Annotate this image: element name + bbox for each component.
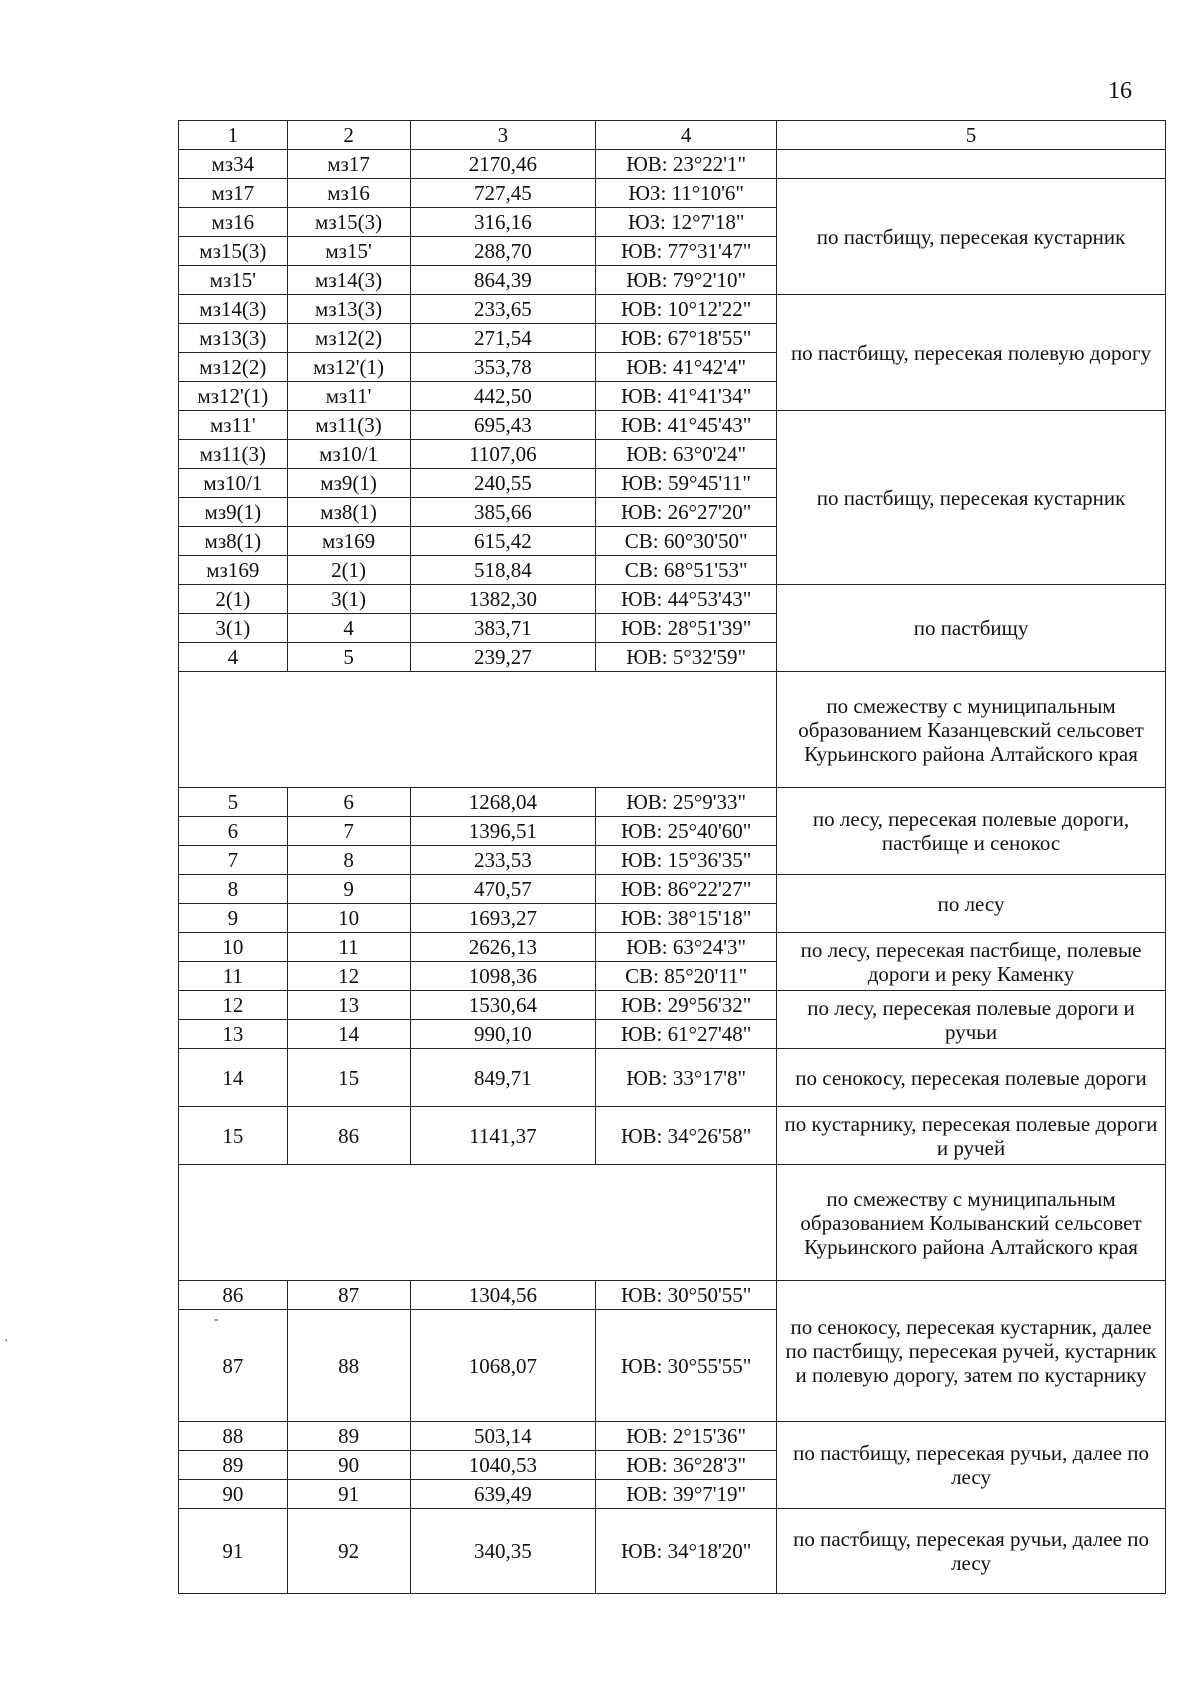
segment-bearing: ЮВ: 36°28'3" — [596, 1451, 777, 1480]
point-from: 4 — [179, 643, 288, 672]
segment-bearing: ЮВ: 34°26'58" — [596, 1107, 777, 1165]
boundary-description: по пастбищу, пересекая кустарник — [777, 411, 1166, 585]
segment-bearing: ЮВ: 59°45'11" — [596, 469, 777, 498]
point-from: 6 — [179, 817, 288, 846]
adjacency-row — [179, 1165, 1166, 1281]
point-from: 14 — [179, 1049, 288, 1107]
point-to: 86 — [287, 1107, 410, 1165]
scan-speck: - — [214, 1312, 219, 1327]
point-from: 87 — [179, 1310, 288, 1422]
adjacency-description: по смежеству с муниципальным образованием Колыванский сельсовет Курьинского района Алтайского края — [777, 1165, 1166, 1281]
point-from: 3(1) — [179, 614, 288, 643]
segment-bearing: СВ: 85°20'11" — [596, 962, 777, 991]
point-from: 11 — [179, 962, 288, 991]
boundary-description: по пастбищу, пересекая кустарник — [777, 179, 1166, 295]
point-to: мз11' — [287, 382, 410, 411]
point-from: мз12'(1) — [179, 382, 288, 411]
point-to: 11 — [287, 933, 410, 962]
segment-length: 1530,64 — [410, 991, 596, 1020]
segment-bearing: ЮВ: 67°18'55" — [596, 324, 777, 353]
segment-bearing: ЮВ: 77°31'47" — [596, 237, 777, 266]
segment-length: 1040,53 — [410, 1451, 596, 1480]
segment-length: 1382,30 — [410, 585, 596, 614]
boundary-description: по лесу — [777, 875, 1166, 933]
segment-length: 503,14 — [410, 1422, 596, 1451]
segment-length: 470,57 — [410, 875, 596, 904]
segment-bearing: ЮВ: 23°22'1" — [596, 150, 777, 179]
table-row — [179, 788, 1166, 817]
segment-length: 727,45 — [410, 179, 596, 208]
segment-bearing: ЮВ: 26°27'20" — [596, 498, 777, 527]
segment-length: 233,65 — [410, 295, 596, 324]
table-row — [179, 1107, 1166, 1165]
segment-bearing: ЮВ: 41°45'43" — [596, 411, 777, 440]
point-from: мз34 — [179, 150, 288, 179]
segment-length: 990,10 — [410, 1020, 596, 1049]
boundary-description: по сенокосу, пересекая кустарник, далее по пастбищу, пересекая ручей, кустарник и полевую дорогу, затем по кустарнику — [777, 1281, 1166, 1422]
segment-bearing: ЮВ: 41°42'4" — [596, 353, 777, 382]
point-to: мз10/1 — [287, 440, 410, 469]
table-row — [179, 1509, 1166, 1594]
segment-bearing: ЮВ: 5°32'59" — [596, 643, 777, 672]
table-row — [179, 411, 1166, 440]
segment-bearing: ЮВ: 30°50'55" — [596, 1281, 777, 1310]
point-from: 12 — [179, 991, 288, 1020]
point-to: мз16 — [287, 179, 410, 208]
point-from: 90 — [179, 1480, 288, 1509]
table-row — [179, 1049, 1166, 1107]
column-header-5: 5 — [777, 121, 1166, 150]
point-to: мз11(3) — [287, 411, 410, 440]
segment-length: 340,35 — [410, 1509, 596, 1594]
table-row — [179, 1281, 1166, 1310]
segment-length: 1141,37 — [410, 1107, 596, 1165]
point-to: мз9(1) — [287, 469, 410, 498]
column-header-3: 3 — [410, 121, 596, 150]
point-from: 2(1) — [179, 585, 288, 614]
point-to: 12 — [287, 962, 410, 991]
segment-bearing: ЮВ: 15°36'35" — [596, 846, 777, 875]
point-from: 5 — [179, 788, 288, 817]
point-from: мз11' — [179, 411, 288, 440]
point-from: 10 — [179, 933, 288, 962]
boundary-description: по пастбищу — [777, 585, 1166, 672]
boundary-description: по сенокосу, пересекая полевые дороги — [777, 1049, 1166, 1107]
boundary-description: по лесу, пересекая полевые дороги и ручьи — [777, 991, 1166, 1049]
column-header-2: 2 — [287, 121, 410, 150]
segment-length: 864,39 — [410, 266, 596, 295]
point-to: 8 — [287, 846, 410, 875]
table-row — [179, 875, 1166, 904]
segment-length: 353,78 — [410, 353, 596, 382]
table-row — [179, 179, 1166, 208]
point-to: 14 — [287, 1020, 410, 1049]
segment-length: 518,84 — [410, 556, 596, 585]
adjacency-description: по смежеству с муниципальным образованием Казанцевский сельсовет Курьинского района Алтайского края — [777, 672, 1166, 788]
scan-speck: · — [4, 1334, 9, 1349]
segment-bearing: ЮВ: 28°51'39" — [596, 614, 777, 643]
table-row — [179, 585, 1166, 614]
segment-length: 1693,27 — [410, 904, 596, 933]
segment-bearing: ЮВ: 63°24'3" — [596, 933, 777, 962]
segment-length: 639,49 — [410, 1480, 596, 1509]
page-number: 16 — [1108, 78, 1132, 104]
point-from: 7 — [179, 846, 288, 875]
segment-length: 288,70 — [410, 237, 596, 266]
table-row — [179, 150, 1166, 179]
table-row — [179, 295, 1166, 324]
point-to: 89 — [287, 1422, 410, 1451]
point-to: 2(1) — [287, 556, 410, 585]
segment-length: 615,42 — [410, 527, 596, 556]
point-to: 7 — [287, 817, 410, 846]
table-row — [179, 1422, 1166, 1451]
segment-bearing: ЮВ: 39°7'19" — [596, 1480, 777, 1509]
boundary-description: по лесу, пересекая полевые дороги, пастбище и сенокос — [777, 788, 1166, 875]
point-to: мз12(2) — [287, 324, 410, 353]
point-to: мз17 — [287, 150, 410, 179]
adjacency-row — [179, 672, 1166, 788]
point-from: мз16 — [179, 208, 288, 237]
point-to: 15 — [287, 1049, 410, 1107]
point-from: 15 — [179, 1107, 288, 1165]
segment-length: 1268,04 — [410, 788, 596, 817]
segment-length: 1107,06 — [410, 440, 596, 469]
column-header-4: 4 — [596, 121, 777, 150]
boundary-description: по пастбищу, пересекая полевую дорогу — [777, 295, 1166, 411]
segment-bearing: ЮВ: 34°18'20" — [596, 1509, 777, 1594]
point-to: 87 — [287, 1281, 410, 1310]
point-to: 88 — [287, 1310, 410, 1422]
point-to: мз15(3) — [287, 208, 410, 237]
point-to: 3(1) — [287, 585, 410, 614]
segment-length: 1396,51 — [410, 817, 596, 846]
point-to: мз14(3) — [287, 266, 410, 295]
segment-length: 1068,07 — [410, 1310, 596, 1422]
boundary-description — [777, 150, 1166, 179]
point-to: 91 — [287, 1480, 410, 1509]
segment-bearing: ЮВ: 2°15'36" — [596, 1422, 777, 1451]
point-from: 86 — [179, 1281, 288, 1310]
point-from: 8 — [179, 875, 288, 904]
segment-bearing: ЮВ: 25°40'60" — [596, 817, 777, 846]
point-to: мз15' — [287, 237, 410, 266]
segment-length: 442,50 — [410, 382, 596, 411]
boundary-description: по кустарнику, пересекая полевые дороги и ручей — [777, 1107, 1166, 1165]
point-to: мз169 — [287, 527, 410, 556]
point-from: мз8(1) — [179, 527, 288, 556]
point-to: 6 — [287, 788, 410, 817]
point-from: 9 — [179, 904, 288, 933]
point-from: 89 — [179, 1451, 288, 1480]
segment-bearing: ЮЗ: 12°7'18" — [596, 208, 777, 237]
point-from: мз10/1 — [179, 469, 288, 498]
segment-bearing: ЮВ: 41°41'34" — [596, 382, 777, 411]
point-from: 91 — [179, 1509, 288, 1594]
point-from: 88 — [179, 1422, 288, 1451]
boundary-table — [178, 120, 1166, 1594]
header-row — [179, 121, 1166, 150]
point-from: мз12(2) — [179, 353, 288, 382]
point-to: 4 — [287, 614, 410, 643]
segment-length: 240,55 — [410, 469, 596, 498]
segment-bearing: ЮВ: 63°0'24" — [596, 440, 777, 469]
segment-length: 239,27 — [410, 643, 596, 672]
table-row — [179, 933, 1166, 962]
segment-bearing: ЮВ: 10°12'22" — [596, 295, 777, 324]
segment-bearing: ЮВ: 79°2'10" — [596, 266, 777, 295]
segment-length: 2626,13 — [410, 933, 596, 962]
point-to: мз13(3) — [287, 295, 410, 324]
adjacency-blank-cell — [179, 1165, 777, 1281]
segment-length: 1304,56 — [410, 1281, 596, 1310]
segment-length: 1098,36 — [410, 962, 596, 991]
segment-length: 316,16 — [410, 208, 596, 237]
segment-bearing: ЮВ: 30°55'55" — [596, 1310, 777, 1422]
boundary-description: по пастбищу, пересекая ручьи, далее по лесу — [777, 1422, 1166, 1509]
point-to: 90 — [287, 1451, 410, 1480]
point-to: 13 — [287, 991, 410, 1020]
point-from: мз11(3) — [179, 440, 288, 469]
boundary-description: по пастбищу, пересекая ручьи, далее по лесу — [777, 1509, 1166, 1594]
point-from: мз169 — [179, 556, 288, 585]
segment-length: 849,71 — [410, 1049, 596, 1107]
point-from: мз13(3) — [179, 324, 288, 353]
point-to: 5 — [287, 643, 410, 672]
segment-bearing: СВ: 60°30'50" — [596, 527, 777, 556]
point-from: мз17 — [179, 179, 288, 208]
segment-bearing: ЮВ: 86°22'27" — [596, 875, 777, 904]
point-from: 13 — [179, 1020, 288, 1049]
segment-length: 695,43 — [410, 411, 596, 440]
segment-bearing: СВ: 68°51'53" — [596, 556, 777, 585]
point-from: мз15(3) — [179, 237, 288, 266]
segment-bearing: ЮВ: 44°53'43" — [596, 585, 777, 614]
point-from: мз14(3) — [179, 295, 288, 324]
point-to: мз12'(1) — [287, 353, 410, 382]
segment-bearing: ЮВ: 25°9'33" — [596, 788, 777, 817]
segment-length: 271,54 — [410, 324, 596, 353]
point-to: 10 — [287, 904, 410, 933]
point-to: 92 — [287, 1509, 410, 1594]
column-header-1: 1 — [179, 121, 288, 150]
point-from: мз9(1) — [179, 498, 288, 527]
segment-length: 233,53 — [410, 846, 596, 875]
point-from: мз15' — [179, 266, 288, 295]
boundary-description: по лесу, пересекая пастбище, полевые дороги и реку Каменку — [777, 933, 1166, 991]
adjacency-blank-cell — [179, 672, 777, 788]
segment-length: 385,66 — [410, 498, 596, 527]
segment-bearing: ЮВ: 38°15'18" — [596, 904, 777, 933]
point-to: 9 — [287, 875, 410, 904]
segment-bearing: ЮВ: 33°17'8" — [596, 1049, 777, 1107]
segment-bearing: ЮВ: 61°27'48" — [596, 1020, 777, 1049]
table-row — [179, 991, 1166, 1020]
segment-bearing: ЮЗ: 11°10'6" — [596, 179, 777, 208]
point-to: мз8(1) — [287, 498, 410, 527]
segment-length: 383,71 — [410, 614, 596, 643]
segment-length: 2170,46 — [410, 150, 596, 179]
segment-bearing: ЮВ: 29°56'32" — [596, 991, 777, 1020]
